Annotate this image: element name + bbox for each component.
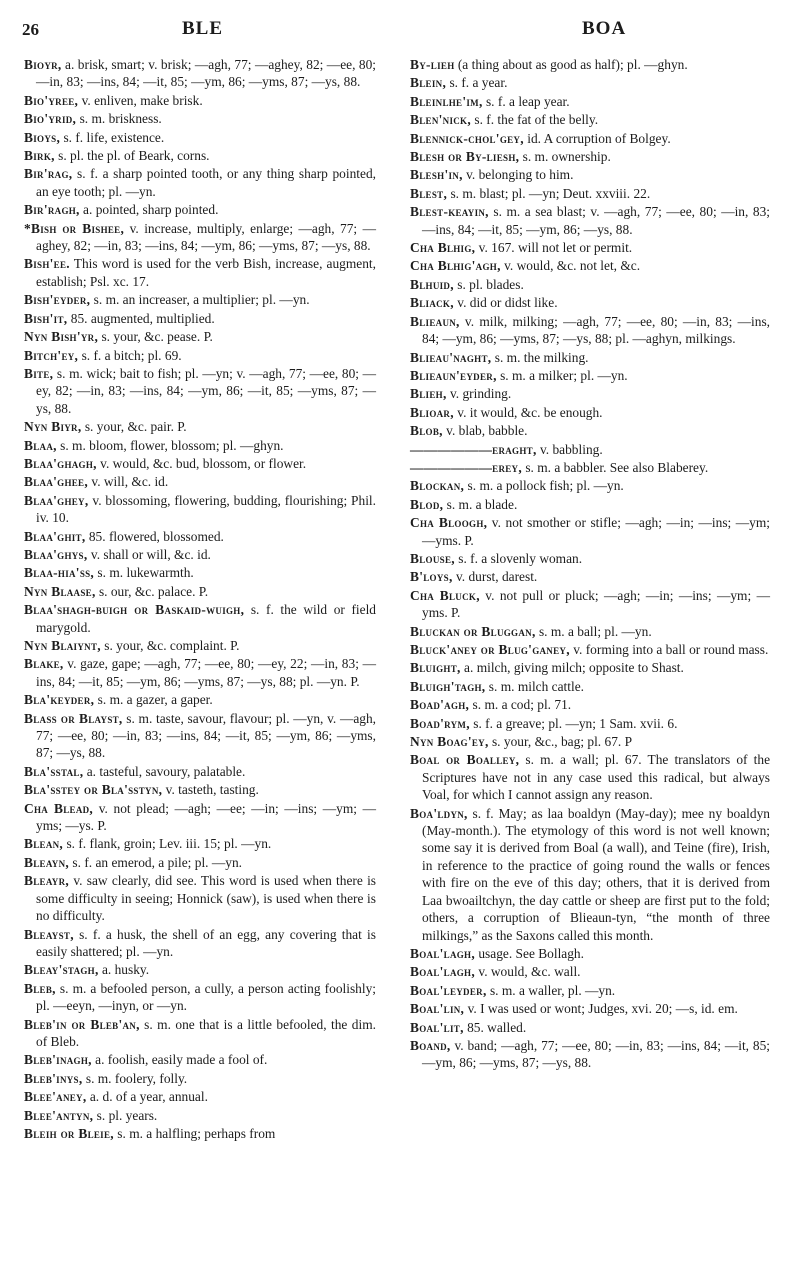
entry-definition: s. m. milch cattle. <box>485 678 584 694</box>
entry-definition: s. f. May; as laa boaldyn (May-day); mee ny boaldyn (May-month.). The etymology of this word is not well known; some say it is derived from Boal (a wall), and Teine (fire), Irish, in reference to the practice of going round the walls or fences with fire on the eve of this day; others, that it is derived from Laa bwoailtchyn, the day cattle or sheep are first put to the fold; others, a corruption of Blieaun-tyn, “the month of three milkings,” as the Saxons called this month. <box>422 805 770 943</box>
entry-headword: Blean, <box>24 836 64 852</box>
entry-headword: Blennick-chol'gey, <box>410 130 524 146</box>
entry-definition: s. m. a wall; pl. 67. The translators of the Scriptures have not in any case used this radical, but always Voal, for which I cannot assign any reason. <box>422 752 771 803</box>
entry-definition: s. m. a pollock fish; pl. —yn. <box>464 478 624 494</box>
entry-definition: s. your, &c. pease. P. <box>98 329 213 345</box>
entry-definition: v. milk, milking; —agh, 77; —ee, 80; —in, 83; —ins, 84; —ym, 86; —yms, 87; —ys, 88; pl. —aghyn, milkings. <box>422 313 770 347</box>
entry-definition: v. increase, multiply, enlarge; —agh, 77; —aghey, 82; —in, 83; —ins, 84; —ym, 86; —yms, 87; —ys, 88. <box>36 220 376 254</box>
entry-definition: a. d. of a year, annual. <box>86 1089 208 1105</box>
entry-headword: Boad'agh, <box>410 697 470 713</box>
dictionary-entry <box>410 459 770 476</box>
dictionary-entry <box>24 710 376 762</box>
entry-headword: Bleayst, <box>24 926 74 942</box>
entry-definition: s. m. a ball; pl. —yn. <box>535 623 652 639</box>
entry-definition: s. m. a babbler. See also Blaberey. <box>522 459 709 475</box>
entry-headword: Bioys, <box>24 129 61 145</box>
entry-headword: Blieaun, <box>410 313 460 329</box>
entry-definition: v. tasteth, tasting. <box>162 782 259 798</box>
entry-definition: v. not smother or stifle; —agh; —in; —ins; —ym; —yms. P. <box>422 515 770 548</box>
entry-headword: Cha Blhig'agh, <box>410 258 501 274</box>
entry-definition: a. pointed, sharp pointed. <box>79 202 219 218</box>
entry-headword: Nyn Blaiynt, <box>24 638 101 653</box>
dictionary-entry <box>24 129 376 146</box>
entry-headword: Cha Blhig, <box>410 240 476 256</box>
dictionary-entry <box>24 1125 376 1142</box>
entry-headword: Bish'ee. <box>24 256 70 272</box>
dictionary-entry <box>24 201 376 218</box>
dictionary-entry <box>410 422 770 439</box>
dictionary-entry <box>24 310 376 327</box>
entry-definition: s. m. a gazer, a gaper. <box>94 692 213 708</box>
entry-headword: Blaa'ghee, <box>24 474 89 490</box>
dictionary-entry <box>24 56 376 91</box>
entry-definition: s. m. a milker; pl. —yn. <box>496 367 628 383</box>
dictionary-entry <box>410 963 770 980</box>
dictionary-entry <box>24 835 376 852</box>
entry-headword: Bleay'stagh, <box>24 962 99 978</box>
dictionary-entry <box>24 800 376 835</box>
dictionary-entry <box>410 641 770 658</box>
entry-headword: Cha Bloogh, <box>410 515 488 531</box>
dictionary-entry <box>24 926 376 961</box>
entry-definition: s. f. a sharp pointed tooth, or any thing sharp pointed, an eye tooth; pl. —yn. <box>36 166 376 199</box>
entry-headword: Blaa-hia'ss, <box>24 565 95 581</box>
dictionary-entry <box>410 385 770 402</box>
dictionary-entry <box>410 715 770 732</box>
dictionary-entry <box>410 111 770 128</box>
dictionary-entry <box>410 441 770 458</box>
entry-definition: s. f. a greave; pl. —yn; 1 Sam. xvii. 6. <box>469 715 678 731</box>
entry-definition: v. 167. will not let or permit. <box>475 240 633 256</box>
entry-headword: Blass or Blayst, <box>24 710 123 726</box>
entry-definition: s. pl. the pl. of Beark, corns. <box>54 148 210 164</box>
dictionary-entry <box>24 1088 376 1105</box>
dictionary-entry <box>24 583 376 600</box>
entry-definition: v. will, &c. id. <box>88 474 169 490</box>
dictionary-entry <box>24 492 376 527</box>
dictionary-entry <box>24 655 376 690</box>
entry-headword: Bluigh'tagh, <box>410 678 486 694</box>
dictionary-entry <box>410 550 770 567</box>
entry-definition: v. not plead; —agh; —ee; —in; —ins; —ym; —yms; —ys. P. <box>36 800 376 834</box>
dictionary-entry <box>24 110 376 127</box>
entry-headword: Bleinlhe'im, <box>410 93 483 109</box>
entry-headword: Bleb'inagh, <box>24 1052 92 1068</box>
entry-definition: s. f. a bitch; pl. 69. <box>78 347 182 363</box>
entry-headword: *Bish or Bishee, <box>24 220 125 236</box>
entry-headword: Boal'lit, <box>410 1019 464 1035</box>
right-guide-word: BOA <box>582 18 627 39</box>
entry-definition: v. enliven, make brisk. <box>78 92 203 108</box>
entry-headword: Cha Bluck, <box>410 587 480 603</box>
entry-definition: a. husky. <box>98 962 150 978</box>
entry-headword: Blaa'ghagh, <box>24 455 97 471</box>
dictionary-entry <box>410 349 770 366</box>
entry-headword: Bio'yree, <box>24 92 79 108</box>
entry-definition: s. m. blast; pl. —yn; Deut. xxviii. 22. <box>447 185 651 201</box>
entry-headword: Birk, <box>24 148 55 164</box>
entry-definition: v. would, &c. wall. <box>475 964 581 980</box>
dictionary-entry <box>24 437 376 454</box>
entry-headword: Bleb, <box>24 980 56 996</box>
entry-headword: Bluckan or Bluggan, <box>410 623 536 639</box>
dictionary-entry <box>24 1070 376 1087</box>
entry-headword: B'loys, <box>410 569 453 585</box>
entry-definition: s. m. foolery, folly. <box>82 1070 188 1086</box>
dictionary-entry <box>410 404 770 421</box>
entry-definition: a. foolish, easily made a fool of. <box>91 1052 268 1068</box>
dictionary-entry <box>410 568 770 585</box>
dictionary-entry <box>24 980 376 1015</box>
dictionary-entry <box>410 1000 770 1017</box>
dictionary-entry <box>24 1051 376 1068</box>
dictionary-entry <box>24 147 376 164</box>
entry-headword: Blake, <box>24 656 64 672</box>
entry-headword: Bluight, <box>410 660 461 676</box>
entry-definition: s. m. briskness. <box>76 111 162 127</box>
entry-definition: s. m. ownership. <box>519 149 611 165</box>
entry-headword: By-lieh <box>410 57 455 72</box>
dictionary-entry <box>410 805 770 944</box>
dictionary-entry <box>24 637 376 654</box>
dictionary-entry <box>410 733 770 750</box>
entry-definition: s. f. an emerod, a pile; pl. —yn. <box>69 854 242 870</box>
entry-headword: Bluck'aney or Blug'ganey, <box>410 642 570 657</box>
entry-headword: Nyn Biyr, <box>24 419 82 435</box>
entry-headword: Blaa'ghys, <box>24 546 88 562</box>
dictionary-entry <box>24 691 376 708</box>
entry-definition: s. m. a sea blast; v. —agh, 77; —ee, 80; —in, 83; —ins, 84; —it, 85; —ym, 86; —ys, 88. <box>422 204 770 237</box>
entry-headword: Boand, <box>410 1037 451 1053</box>
entry-definition: v. blossoming, flowering, budding, flourishing; Phil. iv. 10. <box>36 492 376 526</box>
dictionary-entry <box>410 623 770 640</box>
entry-headword: Bleb'inys, <box>24 1070 83 1086</box>
entry-definition: s. m. taste, savour, flavour; pl. —yn, v. —agh, 77; —ee, 80; —in, 83; —ins, 84; —it, 85; —ym, 86; —yms, 87; —ys, 88. <box>36 710 377 761</box>
entry-definition: s. m. an increaser, a multiplier; pl. —yn. <box>90 292 310 308</box>
entry-definition: s. f. life, existence. <box>60 129 165 145</box>
dictionary-entry <box>24 781 376 798</box>
entry-headword: Blen'nick, <box>410 112 472 128</box>
dictionary-entry <box>24 601 376 636</box>
dictionary-entry <box>24 418 376 435</box>
entry-definition: s. your, &c., bag; pl. 67. P <box>488 734 633 750</box>
dictionary-entry <box>24 473 376 490</box>
dictionary-entry <box>410 130 770 147</box>
dictionary-entry <box>24 220 376 255</box>
entry-definition: s. m. a cod; pl. 71. <box>469 697 572 713</box>
entry-definition: s. f. the fat of the belly. <box>471 112 599 128</box>
entry-headword: Bir'rag, <box>24 166 73 182</box>
entry-headword: Blest, <box>410 185 448 201</box>
entry-headword: Boal or Boalley, <box>410 752 520 768</box>
entry-headword: Nyn Blaase, <box>24 583 96 599</box>
dictionary-entry <box>24 546 376 563</box>
dictionary-entry <box>24 347 376 364</box>
entry-definition: v. durst, darest. <box>452 569 538 585</box>
entry-headword: Bleih or Bleie, <box>24 1125 114 1141</box>
entry-headword: Bio'yrid, <box>24 111 77 127</box>
entry-definition: This word is used for the verb Bish, increase, augment, establish; Psl. xc. 17. <box>36 256 376 289</box>
entry-headword: Blob, <box>410 423 443 439</box>
entry-headword: Blaa'ghey, <box>24 492 89 508</box>
dictionary-entry <box>410 659 770 676</box>
entry-definition: v. band; —agh, 77; —ee, 80; —in, 83; —ins, 84; —it, 85; —ym, 86; —yms, 87; —ys, 88. <box>422 1037 770 1071</box>
dictionary-entry <box>410 496 770 513</box>
dictionary-entry <box>24 564 376 581</box>
entry-definition: v. shall or will, &c. id. <box>87 546 211 562</box>
entry-headword: Bleayn, <box>24 854 70 870</box>
entry-definition: s. m. wick; bait to fish; pl. —yn; v. —agh, 77; —ee, 80; —ey, 82; —in, 83; —ins, 84; —ym, 86; —it, 85; —yms, 87; —ys, 88. <box>36 365 376 416</box>
entry-definition: s. f. a slovenly woman. <box>454 550 583 566</box>
dictionary-entry <box>410 257 770 274</box>
entry-definition: v. gaze, gape; —agh, 77; —ee, 80; —ey, 22; —in, 83; —ins, 84; —it, 85; —ym, 86; —yms, 87; —ys, 88; pl. —yn. P. <box>36 656 376 689</box>
entry-definition: s. our, &c. palace. P. <box>95 583 209 599</box>
dictionary-entry <box>24 365 376 417</box>
entry-headword: Blouse, <box>410 550 455 566</box>
dictionary-entry <box>24 1107 376 1124</box>
entry-definition: 85. augmented, multiplied. <box>67 310 215 326</box>
entry-headword: Blaa'shagh-buigh or Baskaid-wuigh, <box>24 602 245 618</box>
entry-definition: v. would, &c. bud, blossom, or flower. <box>96 455 307 471</box>
entry-headword: Bla'sstal, <box>24 763 84 779</box>
dictionary-entry <box>410 56 770 73</box>
entry-definition: s. f. a year. <box>446 75 508 91</box>
entry-definition: s. m. a befooled person, a cully, a person acting foolishly; pl. —eeyn, —inyn, or —yn. <box>36 980 376 1014</box>
entry-definition: v. forming into a ball or round mass. <box>569 642 769 657</box>
entry-headword: Boad'rym, <box>410 715 470 731</box>
dictionary-entry <box>410 678 770 695</box>
entry-definition: v. grinding. <box>446 386 512 402</box>
entry-headword: Blein, <box>410 75 447 91</box>
dictionary-entry <box>410 587 770 622</box>
entry-definition: 85. flowered, blossomed. <box>85 528 224 544</box>
entry-definition: s. pl. years. <box>93 1107 158 1123</box>
entry-definition: v. would, &c. not let, &c. <box>500 258 641 274</box>
dictionary-entry <box>410 477 770 494</box>
dictionary-entry <box>410 1037 770 1072</box>
entry-headword: Blee'antyn, <box>24 1107 94 1123</box>
dictionary-entry <box>24 165 376 200</box>
entry-definition: v. belonging to him. <box>462 167 574 183</box>
entry-definition: v. not pull or pluck; —agh; —in; —ins; —ym; —yms. P. <box>422 587 770 621</box>
dictionary-entry <box>410 239 770 256</box>
entry-headword: Bliack, <box>410 295 454 311</box>
dictionary-entry <box>24 1016 376 1051</box>
entry-definition: v. babbling. <box>536 441 603 457</box>
dictionary-entry <box>24 255 376 290</box>
page-header <box>22 14 760 44</box>
entry-definition: s. your, &c. pair. P. <box>81 419 187 435</box>
entry-headword: Boal'lagh, <box>410 945 476 961</box>
entry-definition: (a thing about as good as half); pl. —ghyn. <box>454 57 688 72</box>
entry-headword: Blest-keayin, <box>410 204 489 220</box>
entry-definition: s. m. a blade. <box>443 496 518 512</box>
dictionary-entry <box>410 696 770 713</box>
entry-headword: ——————eraght, <box>410 441 537 457</box>
entry-headword: Blieau'naght, <box>410 349 492 365</box>
entry-headword: Bish'eyder, <box>24 292 91 308</box>
entry-headword: Boa'ldyn, <box>410 805 468 821</box>
entry-definition: s. f. a leap year. <box>482 93 570 109</box>
entry-headword: Bite, <box>24 365 54 381</box>
dictionary-entry <box>410 203 770 238</box>
entry-headword: Bir'ragh, <box>24 202 80 218</box>
page-number: 26 <box>22 20 39 39</box>
entry-definition: 85. walled. <box>463 1019 527 1035</box>
entry-headword: Boal'lagh, <box>410 964 476 980</box>
entry-headword: Blieaun'eyder, <box>410 367 497 383</box>
entry-headword: Boal'leyder, <box>410 982 487 998</box>
entry-headword: Boal'lin, <box>410 1001 465 1017</box>
entry-headword: ——————erey, <box>410 459 522 475</box>
entry-definition: usage. See Bollagh. <box>475 945 584 961</box>
entry-definition: v. it would, &c. be enough. <box>453 404 603 420</box>
dictionary-entry <box>410 751 770 803</box>
entry-definition: s. m. the milking. <box>491 349 589 365</box>
entry-headword: Bish'it, <box>24 310 68 326</box>
entry-headword: Blhuid, <box>410 276 454 292</box>
dictionary-entry <box>410 982 770 999</box>
entry-definition: s. m. a halfling; perhaps from <box>113 1125 276 1141</box>
entry-headword: Blaa, <box>24 437 57 453</box>
entry-headword: Blieh, <box>410 386 447 402</box>
dictionary-entry <box>410 74 770 91</box>
entry-headword: Blaa'ghit, <box>24 528 86 544</box>
dictionary-entry <box>410 166 770 183</box>
entry-headword: Bleb'in or Bleb'an, <box>24 1016 140 1032</box>
entry-definition: s. f. a husk, the shell of an egg, any covering that is easily shattered; pl. —yn. <box>36 926 376 959</box>
entry-headword: Bleayr, <box>24 873 70 889</box>
entry-headword: Blockan, <box>410 478 465 494</box>
entry-definition: s. your, &c. complaint. P. <box>100 638 240 653</box>
entry-definition: id. A corruption of Bolgey. <box>523 130 671 146</box>
dictionary-entry <box>410 1019 770 1036</box>
dictionary-entry <box>24 763 376 780</box>
dictionary-entry <box>410 148 770 165</box>
entry-headword: Cha Blead, <box>24 800 94 816</box>
entry-definition: a. tasteful, savoury, palatable. <box>83 763 246 779</box>
entry-definition: a. brisk, smart; v. brisk; —agh, 77; —aghey, 82; —ee, 80; —in, 83; —ins, 84; —it, 85; —ym, 86; —yms, 87; —ys, 88. <box>36 57 376 90</box>
entry-headword: Blesh or By-liesh, <box>410 149 520 165</box>
entry-headword: Blee'aney, <box>24 1089 87 1105</box>
entry-headword: Blod, <box>410 496 444 512</box>
dictionary-entry <box>410 294 770 311</box>
entry-definition: a. milch, giving milch; opposite to Shast. <box>460 660 684 676</box>
entry-definition: s. f. flank, groin; Lev. iii. 15; pl. —yn. <box>63 836 272 852</box>
entry-headword: Bitch'ey, <box>24 347 79 363</box>
dictionary-entry <box>24 528 376 545</box>
entry-headword: Nyn Bish'yr, <box>24 329 99 345</box>
entry-definition: v. saw clearly, did see. This word is used when there is some difficulty in seeing; Honnick (saw), is used when there is no difficulty. <box>36 873 376 924</box>
dictionary-entry <box>410 313 770 348</box>
entry-headword: Bla'sstey or Bla'sstyn, <box>24 782 163 798</box>
dictionary-entry <box>410 93 770 110</box>
entry-definition: s. pl. blades. <box>453 276 524 292</box>
entry-headword: Nyn Boag'ey, <box>410 734 489 750</box>
entry-headword: Bla'keyder, <box>24 692 95 708</box>
entry-headword: Bioyr, <box>24 57 62 72</box>
dictionary-entry <box>24 291 376 308</box>
left-column <box>24 56 376 1143</box>
left-guide-word: BLE <box>182 18 224 39</box>
dictionary-entry <box>410 945 770 962</box>
entry-headword: Blesh'in, <box>410 167 463 183</box>
dictionary-entry <box>410 367 770 384</box>
entry-definition: s. m. lukewarmth. <box>94 565 194 581</box>
dictionary-entry <box>24 854 376 871</box>
dictionary-entry <box>410 276 770 293</box>
dictionary-entry <box>410 514 770 549</box>
entry-definition: v. I was used or wont; Judges, xvi. 20; —s, id. em. <box>464 1001 738 1017</box>
entry-definition: s. m. bloom, flower, blossom; pl. —ghyn. <box>56 437 284 453</box>
dictionary-entry <box>24 92 376 109</box>
dictionary-entry <box>24 328 376 345</box>
entry-definition: v. blab, babble. <box>442 423 528 439</box>
dictionary-entry <box>24 872 376 924</box>
entry-definition: s. m. a waller, pl. —yn. <box>486 982 616 998</box>
dictionary-entry <box>24 455 376 472</box>
entry-headword: Blioar, <box>410 404 454 420</box>
entry-definition: s. m. one that is a little befooled, the dim. of Bleb. <box>36 1016 376 1049</box>
right-column <box>410 56 770 1073</box>
entry-definition: v. did or didst like. <box>453 295 558 311</box>
dictionary-entry <box>410 185 770 202</box>
entry-definition: s. f. the wild or field marygold. <box>36 602 376 635</box>
dictionary-entry <box>24 961 376 978</box>
